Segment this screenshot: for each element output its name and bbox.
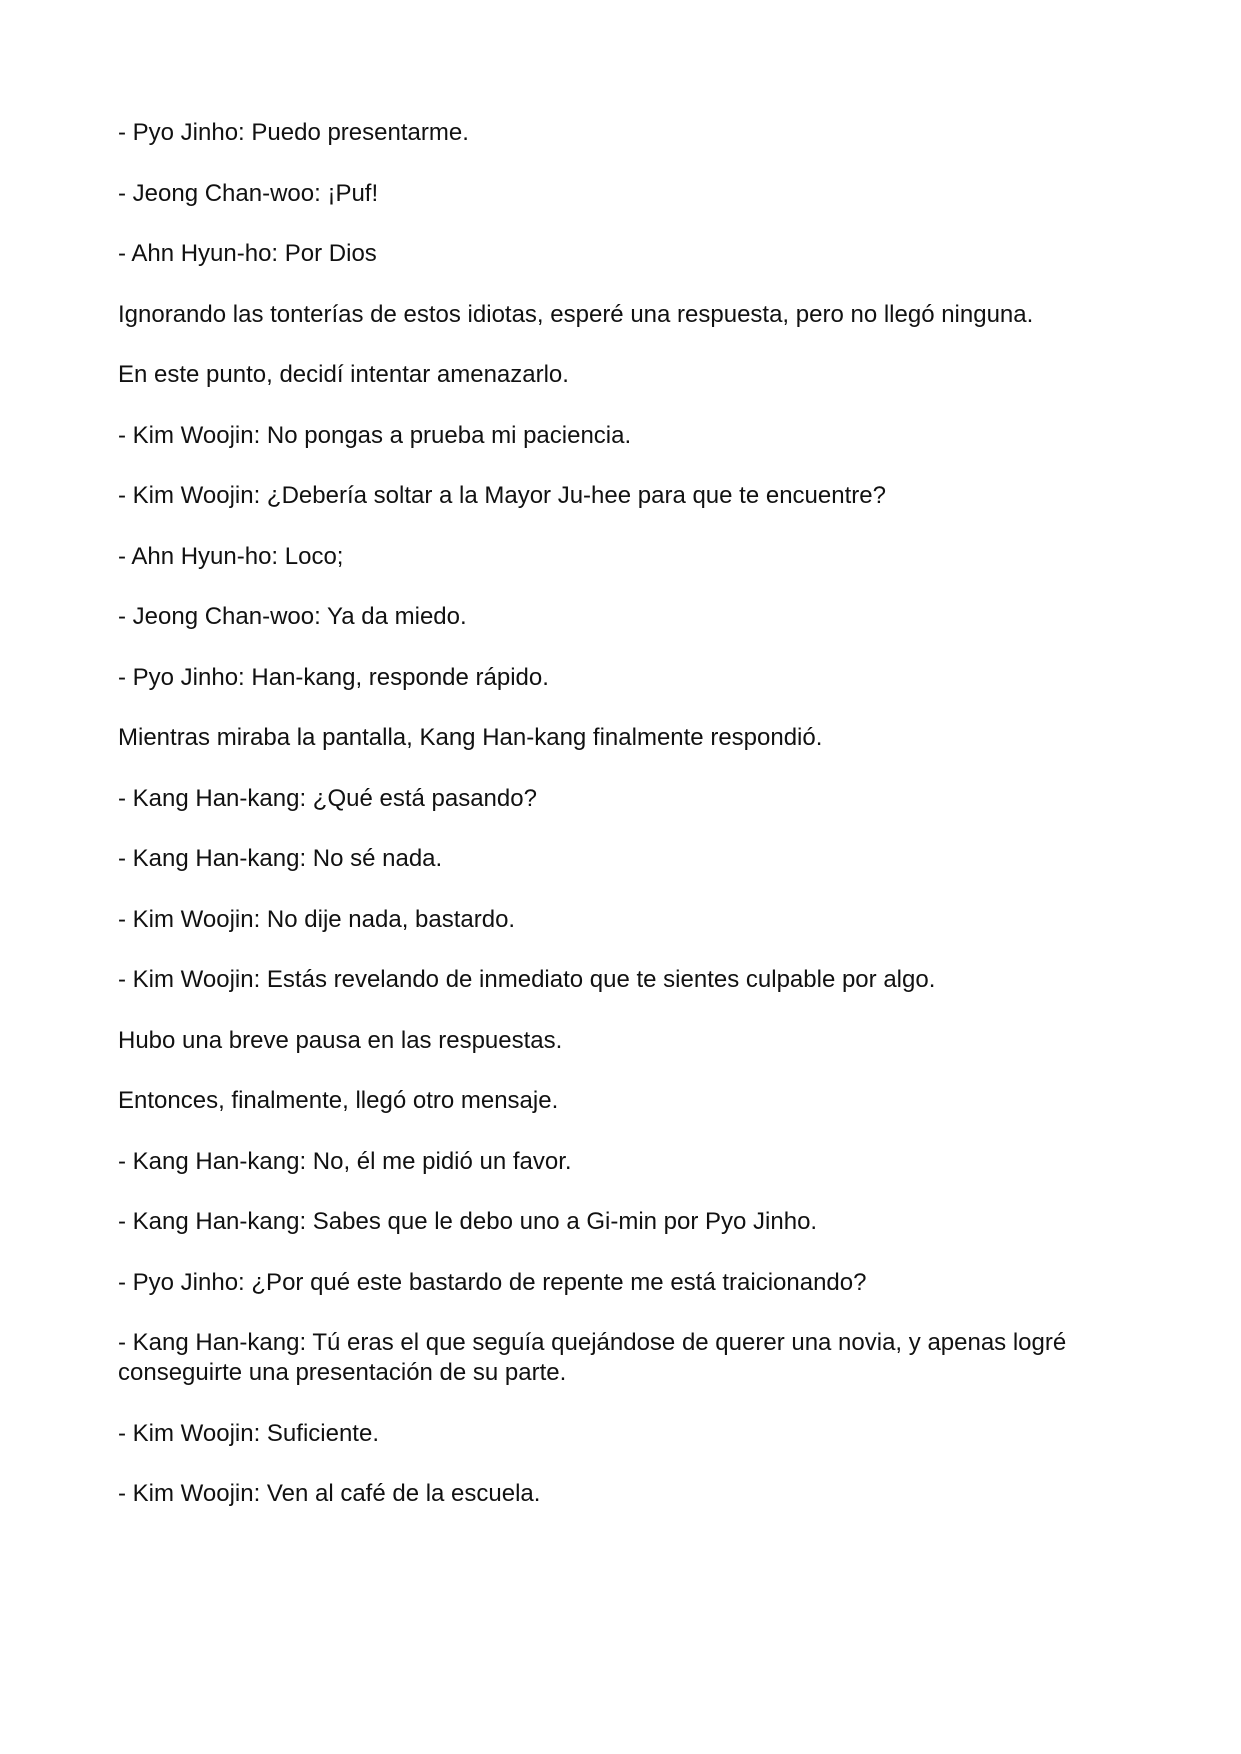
dialogue-line: - Kang Han-kang: Sabes que le debo uno a Gi-min por Pyo Jinho. bbox=[118, 1208, 818, 1235]
dialogue-line: - Kim Woojin: Ven al café de la escuela. bbox=[118, 1480, 541, 1507]
dialogue-line: - Kang Han-kang: No sé nada. bbox=[118, 845, 443, 872]
dialogue-line: - Pyo Jinho: Puedo presentarme. bbox=[118, 119, 469, 146]
narration-paragraph: Hubo una breve pausa en las respuestas. bbox=[118, 1026, 563, 1054]
dialogue-line: - Ahn Hyun-ho: Por Dios bbox=[118, 240, 377, 267]
dialogue-line: - Pyo Jinho: Han-kang, responde rápido. bbox=[118, 663, 549, 691]
narration-paragraph: Mientras miraba la pantalla, Kang Han-kang finalmente respondió. bbox=[118, 724, 823, 751]
dialogue-line: - Kim Woojin: Estás revelando de inmediato que te sientes culpable por algo. bbox=[118, 966, 936, 993]
dialogue-line: - Jeong Chan-woo: Ya da miedo. bbox=[118, 603, 467, 630]
narration-paragraph: Ignorando las tonterías de estos idiotas, esperé una respuesta, pero no llegó ninguna. bbox=[118, 300, 1034, 328]
dialogue-line: - Kim Woojin: No pongas a prueba mi paciencia. bbox=[118, 421, 632, 449]
document-body bbox=[118, 118, 1128, 1540]
narration-paragraph: En este punto, decidí intentar amenazarlo. bbox=[118, 361, 569, 388]
dialogue-line: - Kang Han-kang: No, él me pidió un favor. bbox=[118, 1147, 572, 1175]
dialogue-line: - Kim Woojin: Suficiente. bbox=[118, 1419, 379, 1447]
dialogue-line: - Kim Woojin: ¿Debería soltar a la Mayor Ju-hee para que te encuentre? bbox=[118, 482, 886, 509]
dialogue-line: - Jeong Chan-woo: ¡Puf! bbox=[118, 179, 379, 207]
dialogue-line: - Kang Han-kang: Tú eras el que seguía quejándose de querer una novia, y apenas logré conseguirte una presentación de su parte. bbox=[118, 1329, 1067, 1386]
narration-paragraph: Entonces, finalmente, llegó otro mensaje. bbox=[118, 1087, 559, 1114]
dialogue-line: - Pyo Jinho: ¿Por qué este bastardo de repente me está traicionando? bbox=[118, 1268, 867, 1296]
dialogue-line: - Ahn Hyun-ho: Loco; bbox=[118, 542, 344, 570]
dialogue-line: - Kang Han-kang: ¿Qué está pasando? bbox=[118, 784, 537, 812]
dialogue-line: - Kim Woojin: No dije nada, bastardo. bbox=[118, 905, 516, 933]
